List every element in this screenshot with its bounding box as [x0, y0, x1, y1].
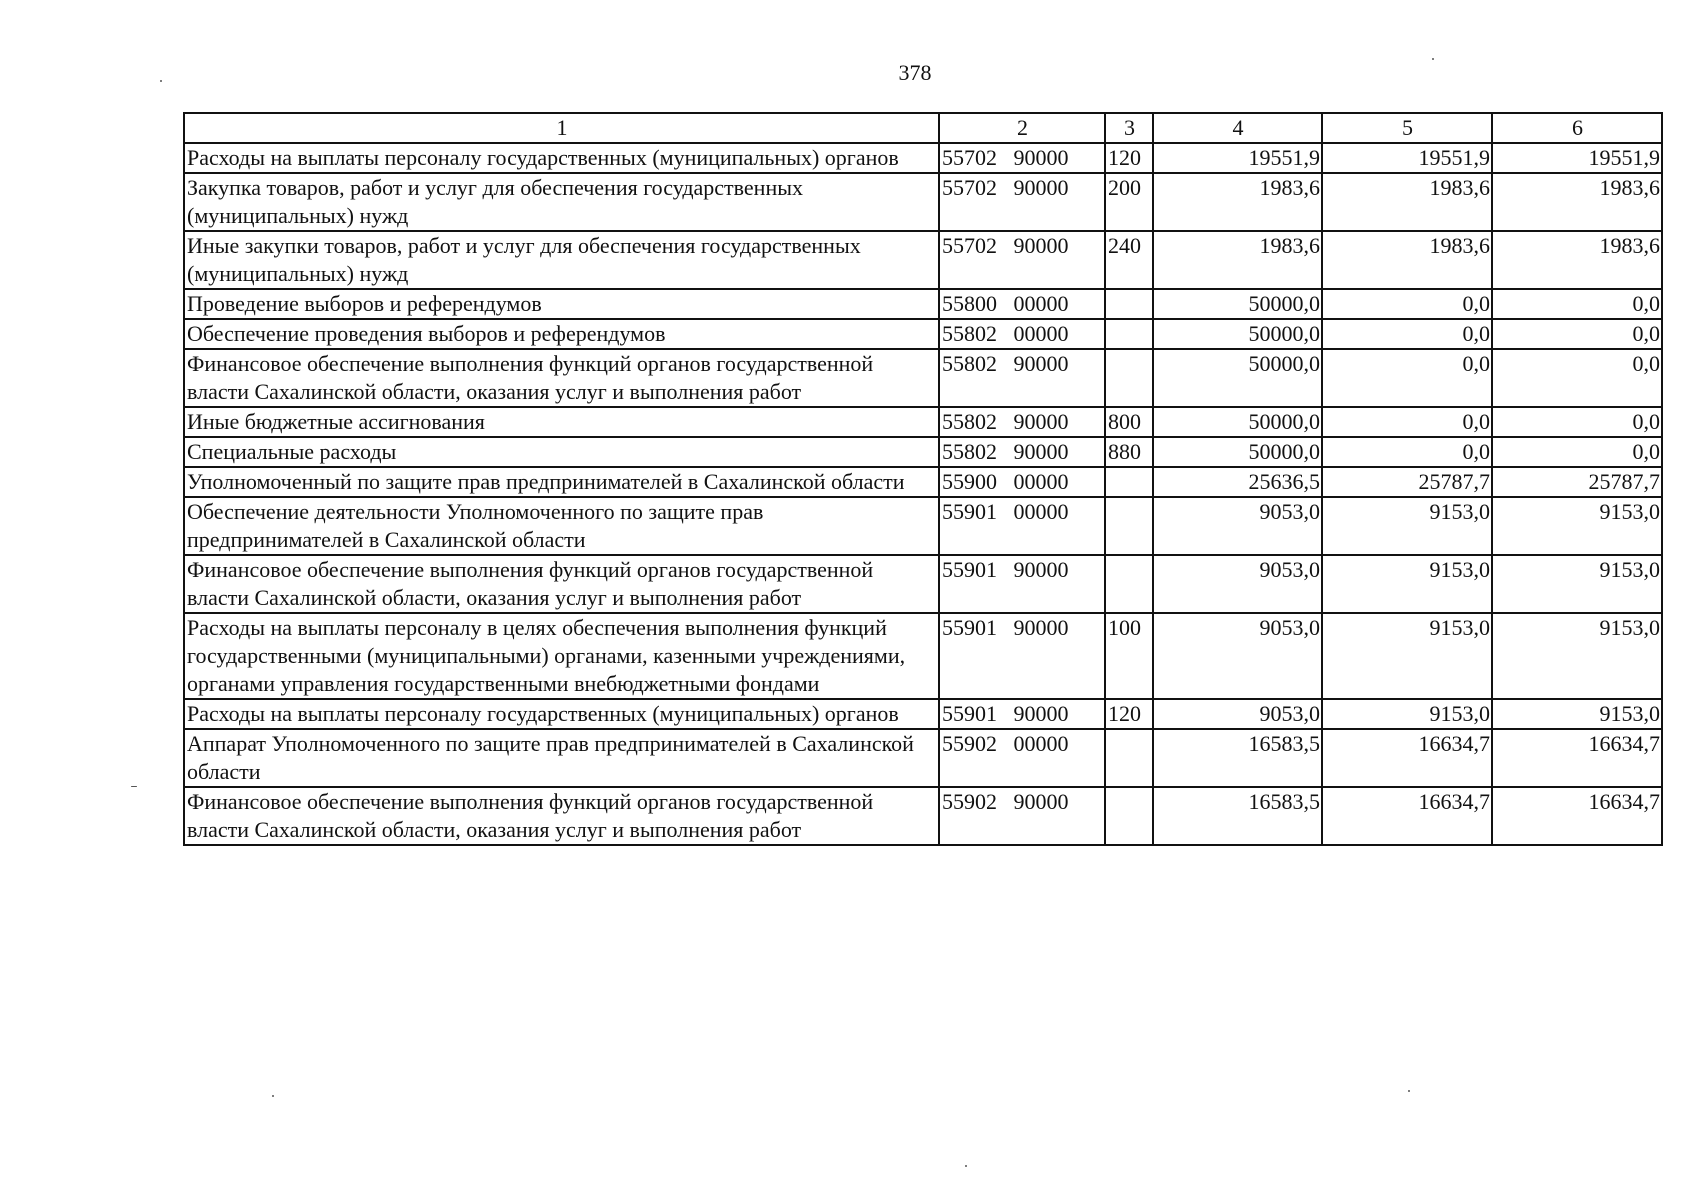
row-value-col6-cell: 9153,0: [1492, 555, 1662, 613]
row-value-col5-cell: 0,0: [1322, 407, 1492, 437]
row-code-cell: 55902 00000: [939, 729, 1105, 787]
row-code-cell: 55702 90000: [939, 231, 1105, 289]
row-name-cell: Закупка товаров, работ и услуг для обеспечения государственных (муниципальных) нужд: [184, 173, 939, 231]
table-row: [184, 407, 1662, 437]
row-value-col6-cell: 0,0: [1492, 349, 1662, 407]
row-type-cell: [1105, 319, 1153, 349]
table-row: [184, 699, 1662, 729]
row-code-cell: 55901 90000: [939, 555, 1105, 613]
row-value-col5-cell: 0,0: [1322, 437, 1492, 467]
row-value-col4-cell: 25636,5: [1153, 467, 1322, 497]
row-value-col4-cell: 16583,5: [1153, 729, 1322, 787]
row-type-cell: 100: [1105, 613, 1153, 699]
row-value-col5-cell: 16634,7: [1322, 787, 1492, 845]
column-header: 5: [1322, 113, 1492, 143]
row-value-col6-cell: 0,0: [1492, 289, 1662, 319]
row-type-cell: 240: [1105, 231, 1153, 289]
row-type-cell: [1105, 467, 1153, 497]
row-code-cell: 55702 90000: [939, 143, 1105, 173]
row-name-cell: Специальные расходы: [184, 437, 939, 467]
row-value-col5-cell: 0,0: [1322, 289, 1492, 319]
row-name-cell: Проведение выборов и референдумов: [184, 289, 939, 319]
scan-speck: [1408, 1090, 1410, 1092]
row-value-col6-cell: 9153,0: [1492, 613, 1662, 699]
row-value-col4-cell: 50000,0: [1153, 289, 1322, 319]
row-code-cell: 55802 90000: [939, 407, 1105, 437]
table-row: [184, 467, 1662, 497]
row-code-cell: 55802 90000: [939, 349, 1105, 407]
row-code-cell: 55901 90000: [939, 699, 1105, 729]
row-value-col4-cell: 9053,0: [1153, 555, 1322, 613]
row-type-cell: 200: [1105, 173, 1153, 231]
row-value-col4-cell: 9053,0: [1153, 497, 1322, 555]
table-row: [184, 289, 1662, 319]
row-value-col6-cell: 16634,7: [1492, 787, 1662, 845]
row-value-col4-cell: 50000,0: [1153, 407, 1322, 437]
row-value-col6-cell: 1983,6: [1492, 173, 1662, 231]
row-code-cell: 55802 90000: [939, 437, 1105, 467]
column-header: 4: [1153, 113, 1322, 143]
row-type-cell: [1105, 497, 1153, 555]
table-header-row: [184, 113, 1662, 143]
row-value-col5-cell: 1983,6: [1322, 173, 1492, 231]
row-value-col4-cell: 50000,0: [1153, 319, 1322, 349]
row-type-cell: [1105, 349, 1153, 407]
row-name-cell: Иные закупки товаров, работ и услуг для обеспечения государственных (муниципальных) нужд: [184, 231, 939, 289]
scan-speck: [965, 1165, 967, 1167]
row-value-col5-cell: 0,0: [1322, 349, 1492, 407]
scan-speck: [131, 786, 137, 787]
row-value-col5-cell: 9153,0: [1322, 555, 1492, 613]
row-value-col4-cell: 16583,5: [1153, 787, 1322, 845]
row-code-cell: 55702 90000: [939, 173, 1105, 231]
table-row: [184, 613, 1662, 699]
row-value-col6-cell: 0,0: [1492, 407, 1662, 437]
table-row: [184, 497, 1662, 555]
row-value-col5-cell: 1983,6: [1322, 231, 1492, 289]
row-type-cell: 120: [1105, 143, 1153, 173]
row-value-col6-cell: 19551,9: [1492, 143, 1662, 173]
row-name-cell: Расходы на выплаты персоналу государственных (муниципальных) органов: [184, 143, 939, 173]
row-value-col5-cell: 9153,0: [1322, 699, 1492, 729]
row-name-cell: Расходы на выплаты персоналу государственных (муниципальных) органов: [184, 699, 939, 729]
row-type-cell: [1105, 729, 1153, 787]
row-type-cell: 880: [1105, 437, 1153, 467]
row-value-col5-cell: 25787,7: [1322, 467, 1492, 497]
row-name-cell: Обеспечение деятельности Уполномоченного по защите прав предпринимателей в Сахалинской области: [184, 497, 939, 555]
row-value-col4-cell: 9053,0: [1153, 699, 1322, 729]
row-value-col5-cell: 0,0: [1322, 319, 1492, 349]
table-row: [184, 787, 1662, 845]
row-name-cell: Уполномоченный по защите прав предпринимателей в Сахалинской области: [184, 467, 939, 497]
row-code-cell: 55901 00000: [939, 497, 1105, 555]
row-code-cell: 55900 00000: [939, 467, 1105, 497]
row-value-col6-cell: 0,0: [1492, 437, 1662, 467]
row-value-col5-cell: 9153,0: [1322, 497, 1492, 555]
row-value-col4-cell: 1983,6: [1153, 231, 1322, 289]
table-row: [184, 555, 1662, 613]
row-value-col6-cell: 9153,0: [1492, 699, 1662, 729]
column-header: 6: [1492, 113, 1662, 143]
row-value-col6-cell: 25787,7: [1492, 467, 1662, 497]
row-name-cell: Финансовое обеспечение выполнения функций органов государственной власти Сахалинской области, оказания услуг и выполнения работ: [184, 787, 939, 845]
column-header: 3: [1105, 113, 1153, 143]
row-value-col4-cell: 50000,0: [1153, 349, 1322, 407]
scan-speck: [1432, 58, 1434, 60]
row-value-col5-cell: 19551,9: [1322, 143, 1492, 173]
row-value-col6-cell: 9153,0: [1492, 497, 1662, 555]
row-type-cell: 120: [1105, 699, 1153, 729]
row-value-col6-cell: 0,0: [1492, 319, 1662, 349]
table-row: [184, 319, 1662, 349]
column-header: 2: [939, 113, 1105, 143]
table-row: [184, 173, 1662, 231]
table-row: [184, 437, 1662, 467]
table-row: [184, 349, 1662, 407]
row-code-cell: 55800 00000: [939, 289, 1105, 319]
row-name-cell: Иные бюджетные ассигнования: [184, 407, 939, 437]
row-value-col4-cell: 1983,6: [1153, 173, 1322, 231]
budget-table: [183, 112, 1663, 846]
row-value-col4-cell: 19551,9: [1153, 143, 1322, 173]
row-value-col4-cell: 9053,0: [1153, 613, 1322, 699]
row-type-cell: [1105, 289, 1153, 319]
row-type-cell: 800: [1105, 407, 1153, 437]
row-type-cell: [1105, 555, 1153, 613]
row-code-cell: 55802 00000: [939, 319, 1105, 349]
column-header: 1: [184, 113, 939, 143]
scan-speck: [272, 1095, 274, 1097]
scan-speck: [160, 80, 162, 82]
row-value-col5-cell: 16634,7: [1322, 729, 1492, 787]
row-value-col5-cell: 9153,0: [1322, 613, 1492, 699]
row-name-cell: Финансовое обеспечение выполнения функций органов государственной власти Сахалинской области, оказания услуг и выполнения работ: [184, 349, 939, 407]
row-code-cell: 55901 90000: [939, 613, 1105, 699]
row-name-cell: Финансовое обеспечение выполнения функций органов государственной власти Сахалинской области, оказания услуг и выполнения работ: [184, 555, 939, 613]
row-name-cell: Аппарат Уполномоченного по защите прав предпринимателей в Сахалинской области: [184, 729, 939, 787]
page-number: 378: [898, 60, 932, 85]
row-value-col6-cell: 1983,6: [1492, 231, 1662, 289]
table-row: [184, 231, 1662, 289]
table-row: [184, 143, 1662, 173]
table-row: [184, 729, 1662, 787]
row-type-cell: [1105, 787, 1153, 845]
row-value-col4-cell: 50000,0: [1153, 437, 1322, 467]
row-name-cell: Обеспечение проведения выборов и референдумов: [184, 319, 939, 349]
row-code-cell: 55902 90000: [939, 787, 1105, 845]
row-name-cell: Расходы на выплаты персоналу в целях обеспечения выполнения функций государственными (муниципальными) органами, казенными учреждениями, органами управления государственными внебюджетными фондами: [184, 613, 939, 699]
row-value-col6-cell: 16634,7: [1492, 729, 1662, 787]
